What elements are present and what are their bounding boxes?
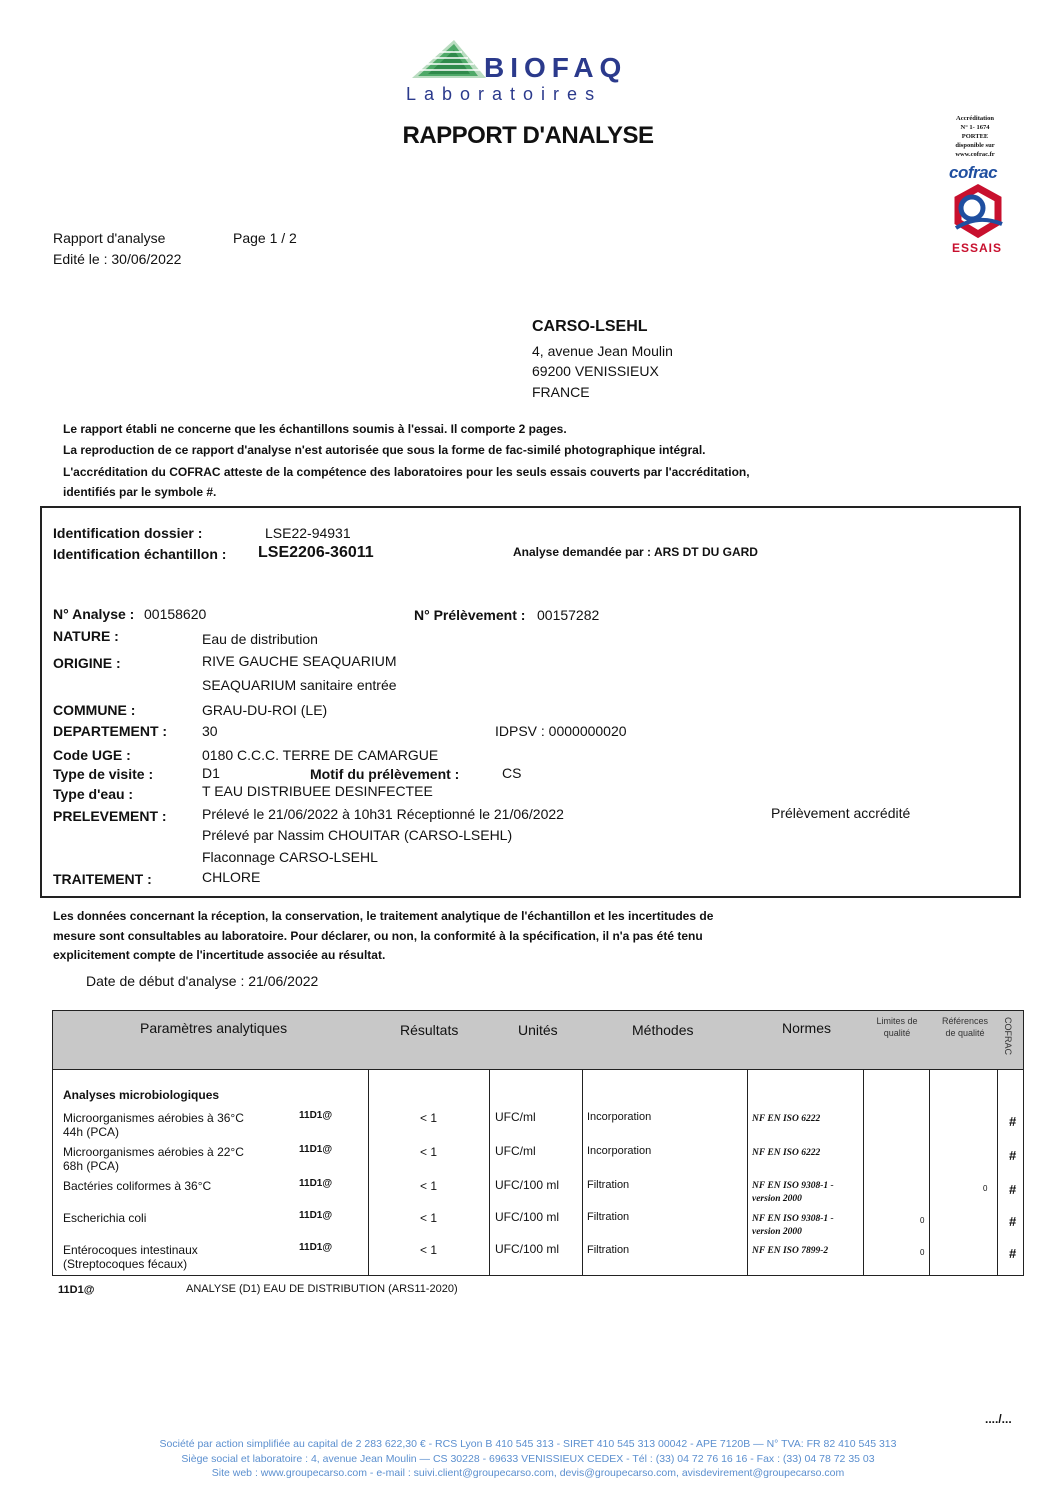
cofrac-essais: ESSAIS — [952, 241, 1003, 255]
header-norms: Normes — [782, 1020, 832, 1036]
address-line: 4, avenue Jean Moulin — [532, 343, 673, 359]
analyse-label: N° Analyse : — [53, 606, 135, 622]
header-refs — [933, 1015, 997, 1039]
prelevement-number-value: 00157282 — [537, 607, 600, 623]
address-line: FRANCE — [532, 384, 590, 400]
row-code: 11D1@ — [299, 1144, 333, 1155]
column-divider — [863, 1069, 864, 1275]
origine-value: RIVE GAUCHE SEAQUARIUM — [202, 653, 397, 669]
cofrac-brand: cofrac — [949, 163, 998, 182]
prelevement-value: Prélevé par Nassim CHOUITAR (CARSO-LSEHL) — [202, 827, 513, 843]
row-param: Entérocoques intestinaux (Streptocoques fécaux) — [63, 1243, 198, 1271]
header-params: Paramètres analytiques — [140, 1020, 288, 1036]
footer-line: Site web : www.groupecarso.com - e-mail : suivi.client@groupecarso.com, devis@groupecarso.com, avisdevirement@groupecarso.com — [211, 1467, 845, 1479]
echantillon-label: Identification échantillon : — [53, 546, 227, 562]
row-result: < 1 — [420, 1111, 438, 1125]
row-result: < 1 — [420, 1211, 438, 1225]
data-notice-line: explicitement compte de l'incertitude associée au résultat. — [53, 948, 386, 962]
cofrac-line: N° 1- 1674 — [960, 124, 990, 131]
continuation-mark: ..../... — [985, 1412, 1012, 1426]
cofrac-line: Accréditation — [956, 115, 994, 122]
traitement-label: TRAITEMENT : — [53, 871, 152, 887]
notice-line: identifiés par le symbole #. — [63, 485, 217, 499]
row-limit: 0 — [920, 1216, 925, 1225]
row-norm: NF EN ISO 6222 — [752, 1148, 821, 1158]
sample-info-box — [40, 506, 1021, 898]
type-eau-value: T EAU DISTRIBUEE DESINFECTEE — [202, 783, 433, 799]
departement-label: DEPARTEMENT : — [53, 723, 168, 739]
results-table — [52, 1010, 1024, 1276]
cofrac-line: PORTEE — [961, 133, 989, 140]
row-param: Microorganismes aérobies à 22°C 68h (PCA) — [63, 1145, 244, 1173]
row-cofrac: # — [1009, 1214, 1017, 1229]
nature-label: NATURE : — [53, 628, 119, 644]
header-results: Résultats — [400, 1022, 459, 1038]
row-norm: NF EN ISO 9308-1 - version 2000 — [752, 1181, 834, 1204]
section-title: Analyses microbiologiques — [63, 1088, 220, 1102]
requested-by: Analyse demandée par : ARS DT DU GARD — [513, 545, 758, 559]
prelevement-label: PRELEVEMENT : — [53, 808, 167, 824]
prelevement-value: Prélevé le 21/06/2022 à 10h31 Réceptionné le 21/06/2022 — [202, 806, 564, 822]
header-limits — [868, 1015, 926, 1039]
row-result: < 1 — [420, 1145, 438, 1159]
analysis-start-date: Date de début d'analyse : 21/06/2022 — [86, 973, 319, 989]
cofrac-emblem-icon — [950, 184, 1006, 240]
footer-line: Siège social et laboratoire : 4, avenue Jean Moulin — CS 30228 - 69633 VENISSIEUX CEDEX - Tél : (33) 04 72 76 16 16 - Fax : (33) 04 78 72 35 03 — [181, 1453, 875, 1465]
visite-value: D1 — [202, 765, 220, 781]
row-limit: 0 — [920, 1248, 925, 1257]
analyse-value: 00158620 — [144, 606, 207, 622]
origine-label: ORIGINE : — [53, 655, 121, 671]
row-cofrac: # — [1009, 1148, 1017, 1163]
row-norm: NF EN ISO 9308-1 - version 2000 — [752, 1214, 834, 1237]
column-divider — [747, 1069, 748, 1275]
address-line: 69200 VENISSIEUX — [532, 363, 659, 379]
motif-label: Motif du prélèvement : — [310, 766, 460, 782]
row-method: Filtration — [587, 1179, 630, 1191]
row-ref: 0 — [983, 1184, 988, 1193]
prelevement-value: Flaconnage CARSO-LSEHL — [202, 849, 378, 865]
row-cofrac: # — [1009, 1114, 1017, 1129]
biofaq-logo-icon — [408, 38, 488, 80]
visite-label: Type de visite : — [53, 766, 154, 782]
logo-name: BIOFAQ — [484, 52, 628, 83]
row-unit: UFC/100 ml — [495, 1178, 560, 1192]
row-method: Filtration — [587, 1211, 630, 1223]
column-divider — [489, 1069, 490, 1275]
dossier-label: Identification dossier : — [53, 525, 203, 541]
header-refs-line: de qualité — [945, 1028, 985, 1038]
page-number: Page 1 / 2 — [233, 230, 297, 246]
footer-line: Société par action simplifiée au capital de 2 283 622,30 € - RCS Lyon B 410 545 313 - SIRET 410 545 313 00042 - APE 7120B — N° TVA: FR 82 410 545 313 — [159, 1438, 897, 1450]
row-method: Incorporation — [587, 1145, 652, 1157]
column-divider — [582, 1069, 583, 1275]
row-code: 11D1@ — [299, 1110, 333, 1121]
row-cofrac: # — [1009, 1182, 1017, 1197]
header-methods: Méthodes — [632, 1022, 694, 1038]
page-title: RAPPORT D'ANALYSE — [402, 122, 654, 149]
column-divider — [997, 1069, 998, 1275]
motif-value: CS — [502, 765, 522, 781]
row-unit: UFC/ml — [495, 1144, 536, 1158]
header-refs-line: Références — [941, 1016, 989, 1026]
row-param: Bactéries coliformes à 36°C — [63, 1179, 212, 1193]
row-code: 11D1@ — [299, 1242, 333, 1253]
logo-subtitle: Laboratoires — [406, 84, 603, 104]
prelevement-number-label: N° Prélèvement : — [414, 607, 526, 623]
header-units: Unités — [518, 1022, 558, 1038]
row-norm: NF EN ISO 7899-2 — [752, 1246, 829, 1256]
legend-text: ANALYSE (D1) EAU DE DISTRIBUTION (ARS11-2020) — [186, 1283, 458, 1295]
row-code: 11D1@ — [299, 1178, 333, 1189]
notice-line: La reproduction de ce rapport d'analyse n'est autorisée que sous la forme de fac-similé photographique intégral. — [63, 443, 706, 457]
report-label: Rapport d'analyse — [53, 230, 166, 246]
data-notice-line: Les données concernant la réception, la conservation, le traitement analytique de l'échantillon et les incertitudes de — [53, 909, 714, 923]
prelevement-accredited: Prélèvement accrédité — [771, 805, 911, 821]
commune-label: COMMUNE : — [53, 702, 136, 718]
row-cofrac: # — [1009, 1246, 1017, 1261]
row-unit: UFC/100 ml — [495, 1210, 560, 1224]
nature-value: Eau de distribution — [202, 631, 318, 647]
row-method: Incorporation — [587, 1111, 652, 1123]
row-method: Filtration — [587, 1244, 630, 1256]
row-norm: NF EN ISO 6222 — [752, 1114, 821, 1124]
notice-line: Le rapport établi ne concerne que les échantillons soumis à l'essai. Il comporte 2 pages. — [63, 422, 567, 436]
echantillon-value: LSE2206-36011 — [258, 544, 374, 561]
traitement-value: CHLORE — [202, 869, 261, 885]
legend-code: 11D1@ — [58, 1284, 95, 1296]
row-unit: UFC/ml — [495, 1110, 536, 1124]
dossier-value: LSE22-94931 — [265, 525, 351, 541]
row-param: Escherichia coli — [63, 1211, 147, 1225]
row-unit: UFC/100 ml — [495, 1242, 560, 1256]
uge-value: 0180 C.C.C. TERRE DE CAMARGUE — [202, 747, 439, 763]
data-notice-line: mesure sont consultables au laboratoire. Pour déclarer, ou non, la conformité à la spécification, il n'a pas été tenu — [53, 929, 703, 943]
row-result: < 1 — [420, 1179, 438, 1193]
idpsv: IDPSV : 0000000020 — [495, 723, 627, 739]
origine-value: SEAQUARIUM sanitaire entrée — [202, 677, 397, 693]
recipient-name: CARSO-LSEHL — [532, 318, 648, 335]
notice-line: L'accréditation du COFRAC atteste de la compétence des laboratoires pour les seuls essais couverts par l'accréditation, — [63, 465, 750, 479]
departement-value: 30 — [202, 723, 218, 739]
header-limits-line: qualité — [883, 1028, 911, 1038]
row-result: < 1 — [420, 1243, 438, 1257]
column-divider — [929, 1069, 930, 1275]
cofrac-line: www.cofrac.fr — [955, 151, 995, 158]
uge-label: Code UGE : — [53, 747, 131, 763]
header-cofrac: COFRAC — [1003, 1017, 1013, 1055]
row-param: Microorganismes aérobies à 36°C 44h (PCA) — [63, 1111, 244, 1139]
type-eau-label: Type d'eau : — [53, 786, 134, 802]
row-code: 11D1@ — [299, 1210, 333, 1221]
column-divider — [368, 1069, 369, 1275]
edited-date: Edité le : 30/06/2022 — [53, 251, 182, 267]
commune-value: GRAU-DU-ROI (LE) — [202, 702, 328, 718]
cofrac-line: disponible sur — [955, 142, 995, 149]
header-limits-line: Limites de — [876, 1016, 918, 1026]
